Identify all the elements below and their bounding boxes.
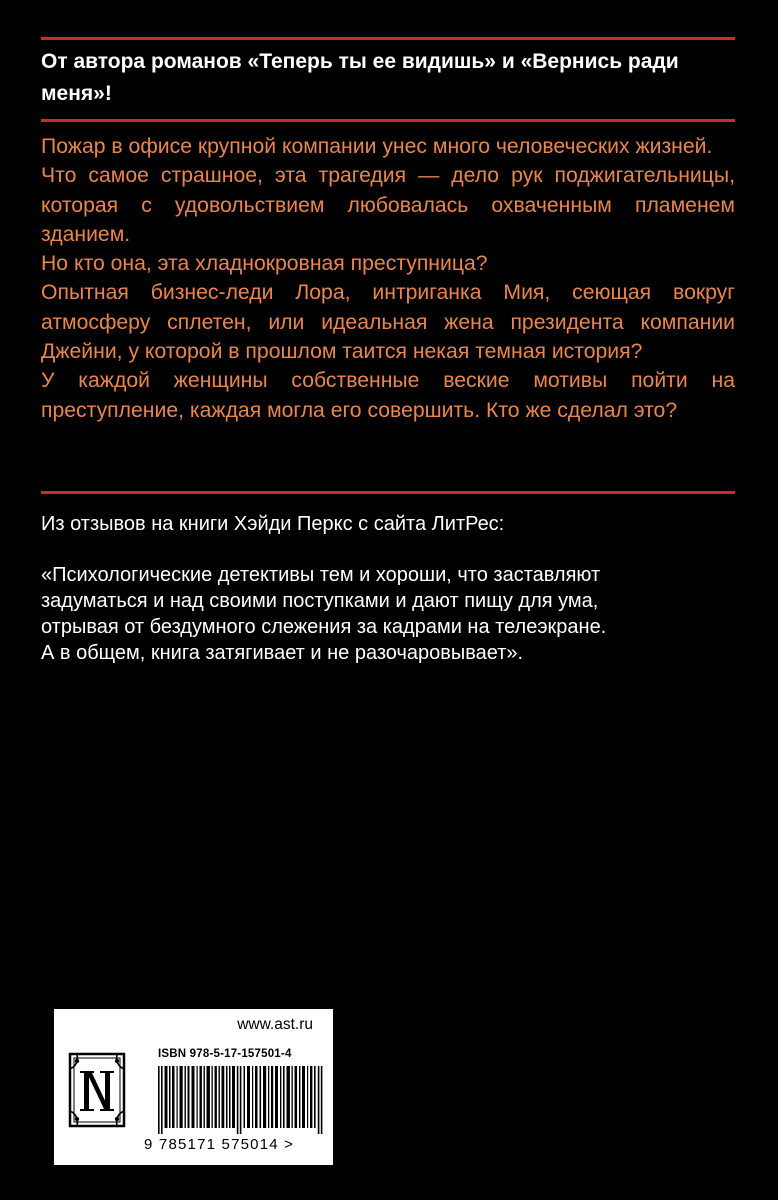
barcode-box: [54, 1009, 333, 1165]
blurb-paragraph: Пожар в офисе крупной компании унес много человеческих жизней.: [41, 135, 713, 158]
barcode-icon: [158, 1066, 323, 1134]
review-quote-line: задуматься и над своими поступками и дают пищу для ума,: [41, 590, 599, 612]
blurb-paragraph: У каждой женщины собственные веские мотивы пойти на преступление, каждая могла его совершить. Кто же сделал это?: [41, 369, 735, 422]
isbn-label: ISBN 978-5-17-157501-4: [158, 1048, 292, 1060]
barcode-digits: 9 785171 575014 >: [144, 1136, 295, 1153]
blurb-paragraph: Но кто она, эта хладнокровная преступница?: [41, 252, 488, 276]
reviews-intro: Из отзывов на книги Хэйди Перкс с сайта ЛитРес:: [41, 513, 505, 535]
top-red-rule: [41, 37, 735, 40]
review-quote-line: отрывая от бездумного слежения за кадрами на телеэкране.: [41, 616, 607, 638]
review-quote: [41, 562, 735, 666]
blurb-paragraph: Опытная бизнес-леди Лора, интриганка Мия, сеющая вокруг атмосферу сплетен, или идеальная жена президента компании Джейни, у которой в прошлом таится некая темная история?: [41, 281, 735, 364]
review-quote-line: «Психологические детективы тем и хороши, что заставляют: [41, 564, 601, 586]
ornate-n-logo-icon: [67, 1051, 127, 1129]
blurb-red-rule: [41, 491, 735, 494]
synopsis-blurb: [41, 132, 735, 425]
headline: От автора романов «Теперь ты ее видишь» и «Вернись ради меня»!: [41, 50, 679, 105]
review-quote-line: А в общем, книга затягивает и не разочаровывает».: [41, 642, 524, 664]
publisher-website: www.ast.ru: [237, 1016, 313, 1033]
blurb-paragraph: Что самое страшное, эта трагедия — дело рук поджигательницы, которая с удовольствием любовалась охваченным пламенем зданием.: [41, 164, 735, 246]
headline-red-rule: [41, 119, 735, 122]
